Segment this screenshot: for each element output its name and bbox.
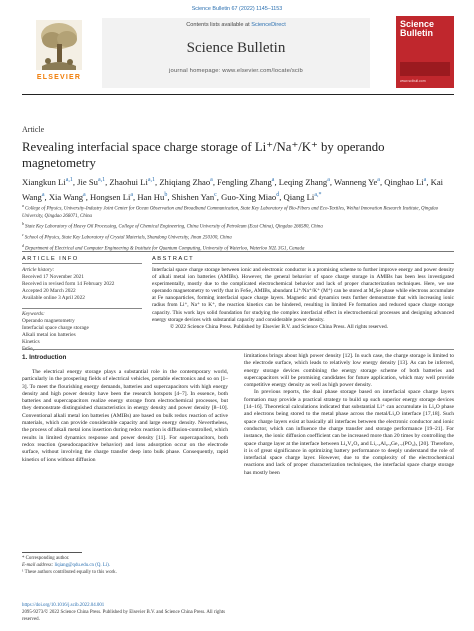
author-name[interactable]: Wanneng Ye — [334, 176, 378, 187]
intro-paragraph-2a: limitations brings about high power density [12]. In such case, the charge storage is limited to the electrode surface, which leads to relatively low energy density [13]. As can be inferred, energy storage devices combining the energy storage scheme of both batteries and supercapacitors will be promising candidates for future application, which may well provide competitive energy density as well as high power density. — [244, 353, 454, 389]
publisher-name: ELSEVIER — [36, 74, 82, 81]
author-name[interactable]: Guo-Xing Miao — [221, 191, 277, 202]
article-history — [22, 267, 142, 302]
affiliation-item — [22, 220, 454, 231]
abstract-text: Interfacial space charge storage between ionic and electronic conductor is a promising scheme to further improve energy and power density of alkali metal ion batteries (AMIBs). However, the general behavior of space charge storage in AMIBs has been less investigated experimentally, mostly due to the complicated electrochemical behavior and lack of proper characterization techniques. Here, we use operando magnetometry to verify that in FeSe₂ AMIBs, abundant Li⁺/Na⁺/K⁺ (M⁺) can be stored at M₂Se phase while electrons accumulate at Fe nanoparticles, forming interfacial space charge layers. Magnetic and dynamics tests further demonstrate that with increasing ionic radius from Li⁺, Na⁺ to K⁺, the reaction kinetics can be hindered, resulting in limited Fe formation and reduced space charge storage capacity. This work lays solid foundation for studying the complex interfacial effect in electrochemical processes and designing advanced energy storage devices with substantial capacity and considerable power density. — [152, 267, 454, 323]
cover-title: Science Bulletin — [400, 19, 435, 38]
author-affiliation-marks[interactable]: a — [377, 177, 380, 183]
author-name[interactable]: Zhiqiang Zhao — [159, 176, 211, 187]
body-divider — [22, 349, 454, 350]
elsevier-tree-icon — [36, 20, 82, 70]
abstract-copyright: © 2022 Science China Press. Published by Elsevier B.V. and Science China Press. All rights reserved. — [170, 323, 388, 330]
keyword-item: Kinetics — [22, 339, 40, 346]
journal-title: Science Bulletin — [186, 40, 286, 56]
abstract-body — [152, 267, 454, 331]
keywords — [22, 311, 142, 354]
article-info-heading: ARTICLE INFO — [22, 256, 79, 262]
author-affiliation-marks[interactable]: a,1 — [97, 177, 106, 183]
sciencedirect-link[interactable]: ScienceDirect — [251, 22, 286, 28]
author-name[interactable]: Shishen Yan — [171, 191, 215, 202]
affiliation-mark: b — [22, 221, 25, 227]
affiliation-text: School of Physics, State Key Laboratory of Crystal Materials, Shandong University, Jinan 250100, China — [24, 235, 232, 241]
author-name[interactable]: Leqing Zhang — [278, 176, 328, 187]
affiliation-text: Department of Electrical and Computer Engineering & Institute for Quantum Computing, University of Waterloo, Waterloo N2L 3G1, Canada — [25, 246, 305, 252]
email-link[interactable]: liqiang@qdu.edu.cn (Q. Li). — [54, 563, 111, 568]
intro-paragraph-2b: In previous reports, the dual phase storage based on interfacial space charge layers formation may provide a practical strategy to build up such superior energy storage devices [14–16]. Theoretical calculations indicated that substantial Li⁺ can accumulate in Li₂O phase and electrons being stored to the metal phase across the metal/Li₂O interface [17,18]. Such space charge layers exist at basically all interfaces between the electronic conductor and ionic conductor, which can influence the charge transfer and storage performance [19–21]. For instance, the ionic diffusion coefficient can be increased more than 20 times by controlling the space charge layer at the interface between Li₄V₂O₃ and Li₁.₃Al₀.₃Ge₁.₇(PO₄)₃ [20]. Therefore, it is of great significance in optimizing battery performance to deeply understand the role of interfacial space charge layer. However, due to the complexity of the electrochemical reactions and lack of proper characterization techniques, the interfacial space charge storage has mostly been — [244, 389, 454, 476]
affiliation-mark: a — [22, 203, 25, 208]
header-divider — [22, 94, 454, 95]
email-label: E-mail address: — [22, 563, 54, 568]
author-affiliation-marks[interactable]: a,1 — [147, 177, 156, 183]
affiliation-item — [22, 202, 454, 220]
keywords-label: Keywords: — [22, 311, 45, 317]
abstract-underline — [152, 263, 454, 264]
author-affiliation-marks[interactable]: a — [41, 191, 45, 198]
history-received: Received 17 November 2021 — [22, 274, 84, 281]
author-name[interactable]: Qinghao Li — [384, 176, 424, 187]
email-line — [22, 562, 228, 569]
author-affiliation-marks[interactable]: a — [423, 177, 427, 183]
author-affiliation-marks[interactable]: a — [83, 191, 86, 198]
doi-link[interactable]: https://doi.org/10.1016/j.scib.2022.04.001 — [22, 603, 105, 608]
footnotes — [22, 555, 228, 576]
cover-url: www.scibull.com — [400, 79, 426, 83]
author-affiliation-marks[interactable]: d — [276, 191, 280, 198]
affiliation-mark: d — [22, 242, 25, 248]
author-name[interactable]: Xia Wang — [48, 191, 84, 202]
keywords-divider — [22, 308, 142, 309]
abstract-heading: ABSTRACT — [152, 256, 195, 262]
author-name[interactable]: Hongsen Li — [90, 191, 131, 202]
author-affiliation-marks[interactable]: a,* — [314, 191, 322, 198]
journal-header — [22, 16, 454, 92]
footnote-divider — [22, 552, 82, 553]
author-affiliation-marks[interactable]: c — [214, 191, 217, 198]
contents-prefix: Contents lists available at — [186, 22, 250, 28]
author-affiliation-marks[interactable]: a — [271, 177, 275, 183]
author-name[interactable]: Qiang Li — [283, 191, 315, 202]
intro-column-right — [244, 353, 454, 477]
author-name[interactable]: Xiangkun Li — [22, 176, 66, 187]
history-revised: Received in revised form 14 February 2022 — [22, 281, 115, 288]
author-name[interactable]: Jie Su — [77, 176, 98, 187]
author-name[interactable]: Han Hu — [137, 191, 165, 202]
author-name[interactable]: Kai Wang — [22, 176, 444, 202]
journal-banner — [102, 18, 370, 88]
author-name[interactable]: Zhaohui Li — [109, 176, 148, 187]
author-affiliation-marks[interactable]: a — [210, 177, 213, 183]
contents-line — [102, 22, 370, 28]
intro-column-left — [22, 369, 228, 464]
elsevier-logo[interactable] — [22, 18, 96, 88]
journal-homepage[interactable]: journal homepage: www.elsevier.com/locate/scib — [169, 68, 303, 74]
affiliation-text: State Key Laboratory of Heavy Oil Processing, College of Chemical Engineering, China University of Petroleum (East China), Qingdao 266580, China — [25, 224, 323, 230]
article-title: Revealing interfacial space charge storage of Li⁺/Na⁺/K⁺ by operando magnetometry — [22, 140, 385, 170]
history-online: Available online 3 April 2022 — [22, 295, 85, 302]
article-type: Article — [22, 125, 45, 134]
intro-paragraph-1: The electrical energy storage plays a substantial role in the contemporary world, particularly in the prospering fields of electrical vehicles, portable electronics and so on [1–3]. To meet the flourishing energy demands, batteries and supercapacitors with high energy density and high power density have been the research hotspots [4–7]. In essence, both batteries and supercapacitors realize energy storage from electrochemical processes, but they demonstrate distinguished characteristics in energy density and power density [8–10]. Conventional alkali metal ion batteries (AMIBs) are based on bulk redox reaction of active materials, which can provide considerable capacity and large energy density. Nevertheless, the process of alkali metal ions insertion during redox reaction is diffusion-controlled, which results in limited dynamics response and power density [11]. For supercapacitors, both redox reaction (pseudocapacitive behavior) and ions adsorption occur on the electrode surface, without involving the charge transfer deep into bulk phase. Consequently, rapid kinetics of ions without diffusion — [22, 369, 228, 463]
keyword-item: Interfacial space charge storage — [22, 325, 89, 332]
affiliations — [22, 202, 454, 253]
history-accepted: Accepted 20 March 2022 — [22, 288, 76, 295]
journal-citation[interactable]: Science Bulletin 67 (2022) 1145–1153 — [191, 6, 283, 12]
history-label: Article history: — [22, 267, 55, 273]
author-affiliation-marks[interactable]: b — [164, 191, 168, 198]
corresponding-author-note: * Corresponding author. — [22, 556, 70, 561]
cover-graphic — [400, 62, 450, 76]
keyword-item: Operando magnetometry — [22, 318, 75, 325]
journal-cover-image[interactable] — [396, 16, 454, 88]
author-list: Xiangkun Li$^{a,1}$, Jie Su$^{a,1}$, Zhaohui Li$^{a,1}$, Zhiqiang Zhao$^a$, Fengling Zhang$^a$, Leqing Zhang$^a$, Wanneng Ye$^a$, Qinghao Li$^a$, Kai Wang$^a$, Xia Wang$^a$, Hongsen Li$^a$, Han Hu$^b$, Shishen Yan$^c$, Guo-Xing Miao$^d$, Qiang $Li^{a,*}$ — [22, 176, 444, 202]
info-divider — [22, 251, 454, 252]
author-name[interactable]: Fengling Zhang — [217, 176, 272, 187]
author-affiliation-marks[interactable]: a — [327, 177, 330, 183]
section-heading-introduction: 1. Introduction — [22, 354, 67, 361]
issn-copyright: 2095-9273/© 2022 Science China Press. Published by Elsevier B.V. and Science China Press. All rights reserved. — [22, 610, 226, 622]
affiliation-text: College of Physics, University-Industry Joint Center for Ocean Observation and Broadband Communication, State Key Laboratory of Bio-Fibers and Eco-Textiles, Weihai Innovation Research Institute, Qingdao University, Qingdao 266071, China — [22, 206, 439, 219]
keyword-item: FeSe₂ — [22, 346, 35, 353]
article-info-underline — [22, 263, 142, 264]
affiliation-item — [22, 231, 454, 242]
author-affiliation-marks[interactable]: a — [130, 191, 134, 198]
doi-and-issn — [22, 602, 228, 623]
keyword-item: Alkali metal ion batteries — [22, 332, 76, 339]
equal-contribution-note: ¹ These authors contributed equally to this work. — [22, 570, 117, 575]
author-affiliation-marks[interactable]: a,1 — [65, 177, 73, 183]
affiliation-mark: c — [22, 231, 25, 237]
